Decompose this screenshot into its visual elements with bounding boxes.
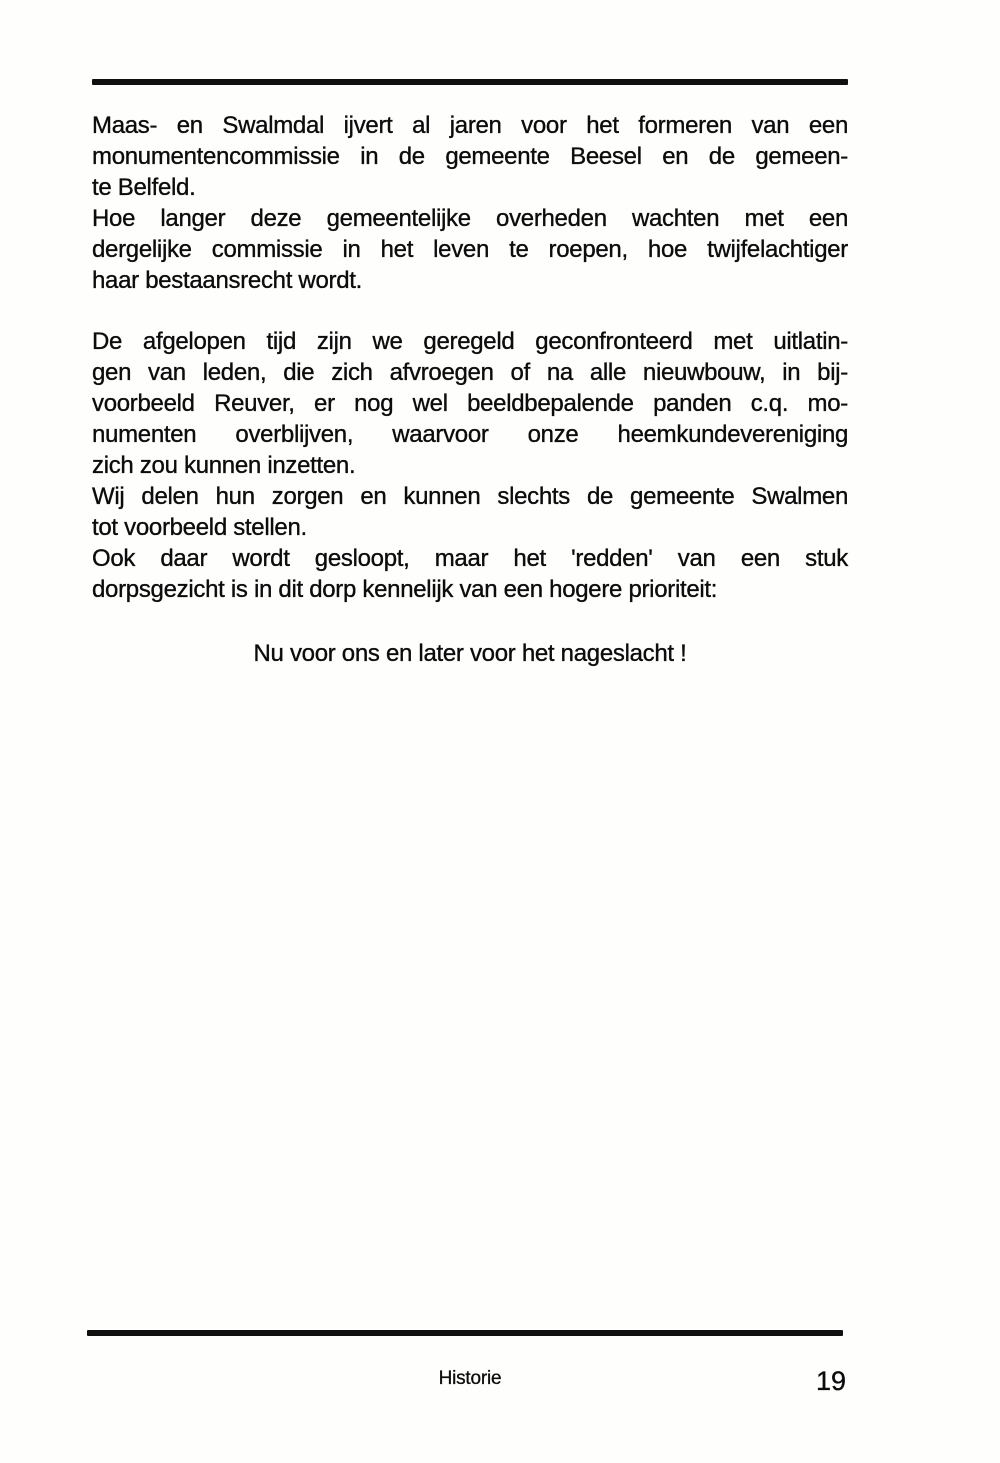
text-line: dorpsgezicht is in dit dorp kennelijk van een hogere prioriteit: <box>92 576 718 603</box>
text-line: Maas- en Swalmdal ijvert al jaren voor het formeren van een <box>92 112 848 139</box>
page-footer <box>92 1362 848 1402</box>
footer-section-label: Historie <box>438 1368 502 1389</box>
text-line: numenten overblijven, waarvoor onze heemkundevereniging <box>92 421 848 448</box>
text-line: haar bestaansrecht wordt. <box>92 267 362 294</box>
text-line: Wij delen hun zorgen en kunnen slechts de gemeente Swalmen <box>92 483 848 510</box>
text-line: gen van leden, die zich afvroegen of na alle nieuwbouw, in bij- <box>92 359 848 386</box>
text-line: monumentencommissie in de gemeente Beesel en de gemeen- <box>92 143 848 170</box>
text-line: tot voorbeeld stellen. <box>92 514 307 541</box>
top-divider-rule <box>92 79 848 85</box>
text-line: Ook daar wordt gesloopt, maar het 'redden' van een stuk <box>92 545 848 572</box>
text-line: Hoe langer deze gemeentelijke overheden wachten met een <box>92 205 848 232</box>
text-line: te Belfeld. <box>92 174 196 201</box>
text-line: dergelijke commissie in het leven te roepen, hoe twijfelachtiger <box>92 236 848 263</box>
text-line: voorbeeld Reuver, er nog wel beeldbepalende panden c.q. mo- <box>92 390 848 417</box>
text-line: zich zou kunnen inzetten. <box>92 452 356 479</box>
paragraph-2 <box>92 326 848 605</box>
footer-page-number: 19 <box>815 1366 846 1396</box>
paragraph-1 <box>92 110 848 296</box>
body-text-block <box>92 110 848 669</box>
callout-line: Nu voor ons en later voor het nageslacht ! <box>253 640 687 667</box>
text-line: De afgelopen tijd zijn we geregeld geconfronteerd met uitlatin- <box>92 328 848 355</box>
bottom-divider-rule <box>87 1330 843 1336</box>
